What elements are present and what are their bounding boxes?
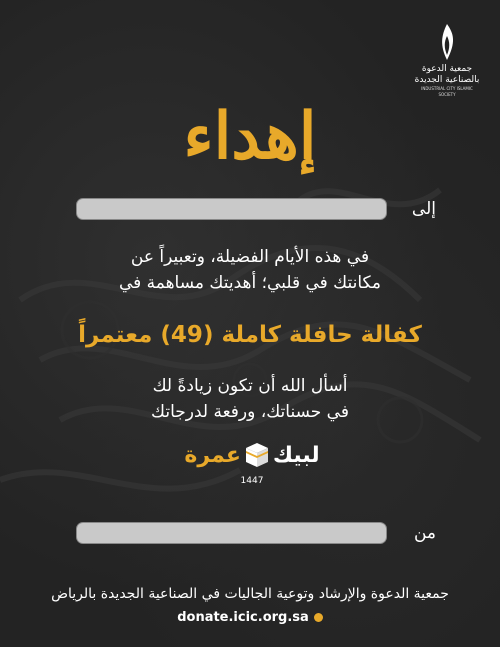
link-icon: [314, 613, 323, 622]
umrah-word-umrah: عمرة: [184, 442, 241, 468]
from-row: [76, 520, 436, 546]
prayer-line-1: أسأل الله أن تكون زيادةً لك: [152, 376, 348, 396]
to-label: إلى: [411, 199, 436, 219]
umrah-year: 1447: [240, 476, 264, 486]
kaaba-icon: [245, 442, 269, 468]
intro-line-1: في هذه الأيام الفضيلة، وتعبيراً عن: [130, 247, 370, 267]
umrah-logo: [172, 440, 332, 492]
headline: كفالة حافلة كاملة (49) معتمراً: [78, 322, 422, 348]
flame-logo-icon: [432, 22, 462, 62]
prayer-line-2: في حسناتك، ورفعة لدرجاتك: [151, 402, 349, 422]
from-label: من: [413, 523, 436, 543]
website-row: [0, 610, 500, 625]
footer-organization: جمعية الدعوة والإرشاد وتوعية الجاليات في الصناعية الجديدة بالرياض: [51, 586, 449, 602]
to-row: [76, 196, 436, 222]
website-link[interactable]: donate.icic.org.sa: [177, 610, 309, 625]
society-logo: [412, 22, 482, 98]
to-field[interactable]: [76, 198, 387, 220]
umrah-word-labbaik: لبيك: [272, 442, 320, 468]
from-field[interactable]: [76, 522, 387, 544]
page-title: إهداء: [183, 99, 317, 174]
logo-name-arabic: جمعية الدعوة بالصناعية الجديدة: [414, 64, 480, 85]
intro-line-2: مكانتك في قلبي؛ أهديتك مساهمة في: [118, 273, 382, 293]
logo-name-english: INDUSTRIAL CITY ISLAMIC SOCIETY: [421, 86, 473, 97]
